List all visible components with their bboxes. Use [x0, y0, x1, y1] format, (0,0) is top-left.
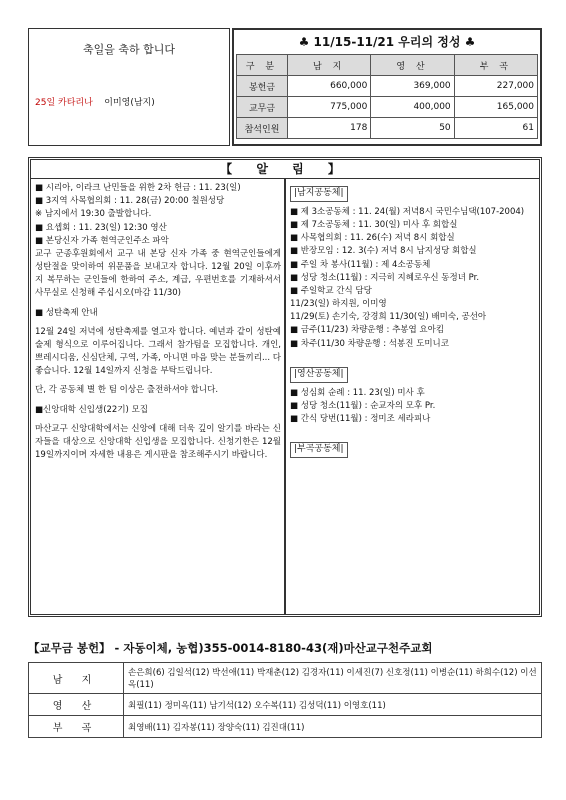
donor-row	[29, 663, 542, 694]
notice-item: ■ 주일학교 간식 담당	[290, 285, 372, 296]
notice-item: ■ 차주(11/30 차량운행 : 석봉진 도미니코	[290, 338, 449, 349]
gyobu-donor-table	[28, 662, 542, 738]
offering-table	[236, 54, 538, 139]
offering-row	[237, 76, 538, 97]
notice-paragraph: 교구 군종후원회에서 교구 내 본당 신자 가족 중 현역군인들에게 성탄절을 맞이하여 위문품을 보내고자 합니다. 12월 20일 이후까지 복무하는 군인들에 한하여 주소, 계급, 우편번호를 기재하셔서 사무실로 신청해 주십시오(마감 11/30)	[35, 248, 281, 299]
donor-place: 부 곡	[29, 716, 124, 738]
notice-box	[28, 157, 542, 617]
offering-row-label: 교무금	[237, 97, 288, 118]
offering-value: 775,000	[288, 97, 371, 118]
offering-header-cell: 부 곡	[454, 55, 537, 76]
notice-item: 11/29(토) 손기숙, 강경희 11/30(일) 배미숙, 공선아	[290, 312, 487, 323]
offering-value: 61	[454, 118, 537, 139]
offering-header-row	[237, 55, 538, 76]
community-heading-namji: |남지공동체|	[290, 186, 348, 202]
offering-value: 369,000	[371, 76, 454, 97]
community-heading-yeongsan: |영산공동체|	[290, 367, 348, 383]
notice-item: ■ 간식 당번(11월) : 정미조 세라피나	[290, 414, 431, 425]
notice-item: ■ 제 7소공동체 : 11. 30(일) 미사 후 회합실	[290, 220, 458, 231]
notice-paragraph: 마산교구 신앙대학에서는 신앙에 대해 더욱 깊이 알기를 바라는 신자들을 대상으로 신앙대학 신입생을 모집합니다. 신청기한은 12월 19일까지이며 자세한 내용은 게시판을 참조해주시기 바랍니다.	[35, 423, 281, 461]
birthday-box	[28, 28, 230, 146]
offering-header-cell: 남 지	[288, 55, 371, 76]
notice-item: ■ 반장모임 : 12. 3(수) 저녁 8시 남지성당 회합실	[290, 246, 477, 257]
offering-box	[232, 28, 542, 146]
offering-row	[237, 118, 538, 139]
notice-item: ■ 사목협의회 : 11. 26(수) 저녁 8시 회합실	[290, 233, 455, 244]
offering-header-cell: 구 분	[237, 55, 288, 76]
offering-value: 178	[288, 118, 371, 139]
notice-divider	[284, 178, 286, 614]
gyobu-account-line: 【교무금 봉헌】 - 자동이체, 농협)355-0014-8180-43(재)마산교구천주교회	[28, 641, 433, 655]
notice-right-column	[290, 182, 538, 462]
notice-item: ■ 성탄축제 안내	[35, 307, 98, 318]
offering-value: 660,000	[288, 76, 371, 97]
notice-item: ※ 남지에서 19:30 출발합니다.	[35, 209, 152, 220]
offering-value: 50	[371, 118, 454, 139]
notice-item: ■ 시리아, 이라크 난민들을 위한 2차 헌금 : 11. 23(일)	[35, 183, 241, 193]
notice-item: ■ 성당 청소(11월) : 순교자의 모후 Pr.	[290, 400, 436, 411]
community-heading-bugok: |부곡공동체|	[290, 442, 348, 458]
notice-paragraph: 단, 각 공동체 별 한 팀 이상은 출전하셔야 합니다.	[35, 385, 219, 396]
birthday-title: 축일을 축하 합니다	[82, 43, 175, 56]
offering-title: ♣ 11/15-11/21 우리의 정성 ♣	[298, 35, 476, 49]
birthday-entry	[35, 95, 155, 108]
donor-row	[29, 716, 542, 738]
notice-item: ■ 본당신자 가족 현역군인주소 파악	[35, 235, 169, 246]
offering-row	[237, 97, 538, 118]
offering-row-label: 봉헌금	[237, 76, 288, 97]
donor-names: 최영배(11) 김자봉(11) 장양숙(11) 김진대(11)	[124, 716, 542, 738]
offering-row-label: 참석인원	[237, 118, 288, 139]
offering-value: 165,000	[454, 97, 537, 118]
notice-item: ■ 제 3소공동체 : 11. 24(월) 저녁8시 국민수님댁(107-2004)	[290, 206, 525, 217]
notice-title: 【 알 림 】	[31, 160, 539, 179]
notice-item: ■ 금주(11/23) 차량운행 : 추봉엽 요아킴	[290, 325, 445, 336]
notice-item: ■ 요셉회 : 11. 23(일) 12:30 영산	[35, 222, 167, 233]
donor-names: 손은희(6) 김일석(12) 박선애(11) 박재춘(12) 김경자(11) 이세진(7) 신호정(11) 이병순(11) 하희수(12) 이선옥(11)	[124, 663, 542, 694]
notice-item: ■ 주일 차 봉사(11월) : 제 4소공동체	[290, 259, 431, 270]
donor-place: 남 지	[29, 663, 124, 694]
offering-value: 400,000	[371, 97, 454, 118]
notice-item: ■신앙대학 신입생(22기) 모집	[35, 404, 148, 415]
birthday-person: 이미영(남지)	[104, 98, 155, 108]
offering-header-cell: 영 산	[371, 55, 454, 76]
birthday-date-name: 25일 카타리나	[35, 98, 93, 108]
offering-value: 227,000	[454, 76, 537, 97]
notice-item: ■ 성당 청소(11월) : 지극히 지혜로우신 동정녀 Pr.	[290, 272, 480, 283]
notice-left-column	[35, 182, 281, 462]
notice-item: ■ 3지역 사목협의회 : 11. 28(금) 20:00 칠원성당	[35, 196, 225, 207]
notice-paragraph: 12월 24일 저녁에 성탄축제를 열고자 합니다. 예년과 같이 성탄예술제 형식으로 이루어집니다. 그래서 참가팀을 모집합니다. 개인, 쁘레시디움, 신심단체, 구역, 가족, 아니면 마음 맞는 분들끼리... 다 좋습니다. 12월 14일까지 신청을 부탁드립니다.	[35, 326, 281, 377]
donor-place: 영 산	[29, 694, 124, 716]
notice-item: 11/23(일) 하지원, 이미영	[290, 299, 387, 310]
donor-names: 최필(11) 정미옥(11) 남기석(12) 오수복(11) 김성덕(11) 이영호(11)	[124, 694, 542, 716]
notice-item: ■ 성심회 순례 : 11. 23(일) 미사 후	[290, 387, 425, 398]
donor-row	[29, 694, 542, 716]
